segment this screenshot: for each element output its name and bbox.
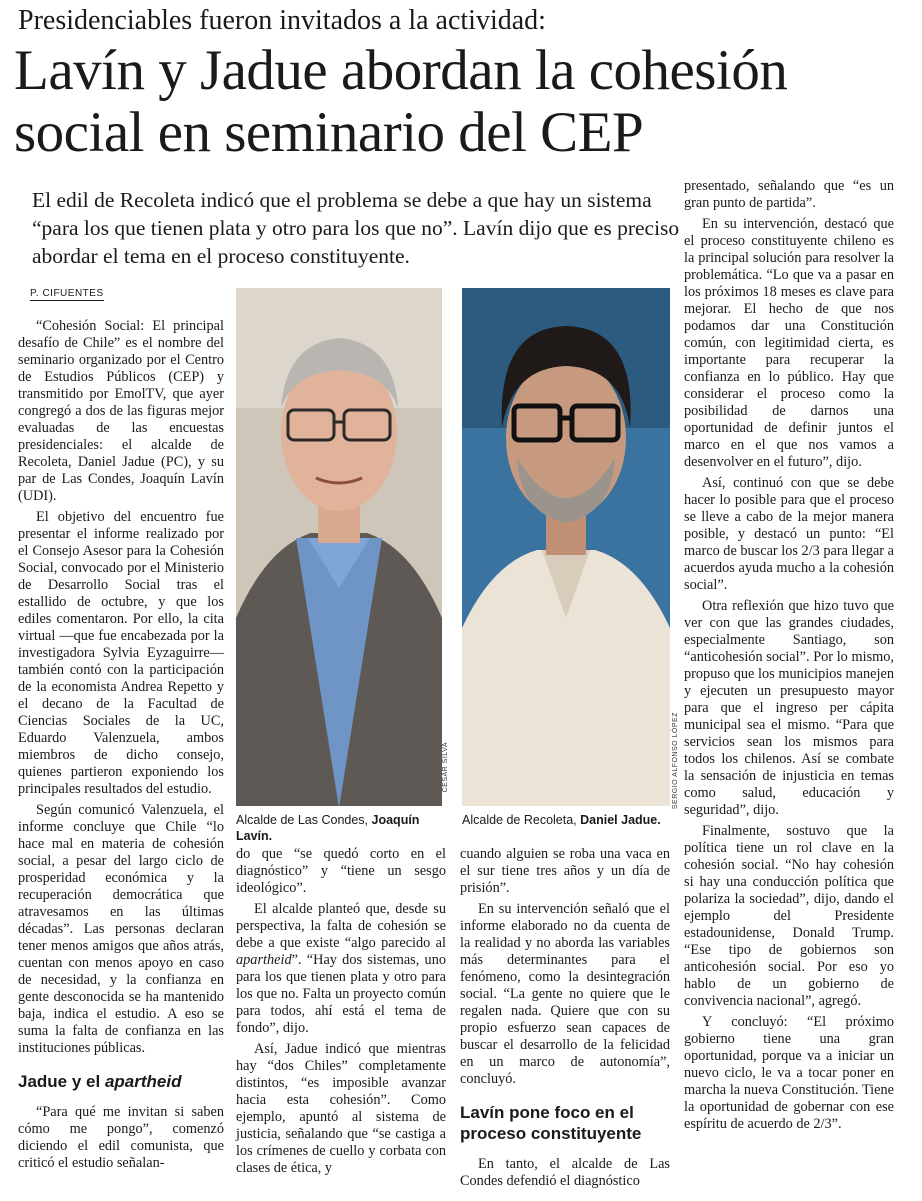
paragraph: Y concluyó: “El próximo gobierno tiene una gran oportunidad, porque va a iniciar un nuevo ciclo, le va a tocar poner en marcha la nueva Constitución. Tiene la oportunidad de gobernar con ese espíritu de acuerdo de 2/3”. (684, 1014, 894, 1132)
subhead-text: Jadue y el (18, 1072, 105, 1091)
caption-name: Joaquín Lavín. (236, 813, 420, 843)
byline: P. CIFUENTES (30, 288, 104, 299)
column-2 (236, 846, 446, 1181)
caption-jadue (462, 812, 672, 828)
paragraph: presentado, señalando que “es un gran punto de partida”. (684, 178, 894, 211)
caption-text: Alcalde de Las Condes, (236, 813, 372, 827)
column-3 (460, 846, 670, 1194)
portrait-lavin-illustration (236, 288, 442, 806)
headline-line-1: Lavín y Jadue abordan la cohesión (14, 39, 788, 102)
column-1 (18, 318, 224, 1176)
deck: El edil de Recoleta indicó que el problema se debe a que hay un sistema “para los que tienen plata y otro para los que no”. Lavín dijo que es preciso abordar el tema en el proceso constituyente. (32, 188, 680, 268)
paragraph-text: ”. “Hay dos sistemas, uno para los que tienen plata y otro para los que no. Falta un proyecto común para todos, ahí está el tema de fondo”, dijo. (236, 952, 446, 1036)
kicker: Presidenciables fueron invitados a la actividad: (18, 5, 546, 36)
paragraph: En tanto, el alcalde de Las Condes defendió el diagnóstico (460, 1156, 670, 1189)
paragraph: Así, Jadue indicó que mientras hay “dos Chiles” completamente distintos, “es imposible avanzar hacia esta cohesión”. Como ejemplo, apuntó al sistema de justicia, señalando que “se castiga a los crímenes de cuello y corbata con clases de ética, y (236, 1041, 446, 1176)
paragraph: En su intervención señaló que el informe elaborado no da cuenta de la realidad y no aborda las variables más determinantes para el fenómeno, como la desintegración social. “La gente no quiere que le regalen nada. Quiere que con su propio esfuerzo sean capaces de buscar el desarrollo de la felicidad en un marco de autonomía”, concluyó. (460, 901, 670, 1087)
subhead-jadue (18, 1071, 224, 1092)
caption-text: Alcalde de Recoleta, (462, 813, 581, 827)
photo-credit-jadue: SERGIO ALFONSO LÓPEZ (672, 712, 679, 810)
paragraph: “Para qué me invitan si saben cómo me pongo”, comenzó diciendo el edil comunista, que criticó el estudio señalan- (18, 1104, 224, 1171)
photo-jadue (462, 288, 670, 806)
paragraph: do que “se quedó corto en el diagnóstico” y “tiene un sesgo ideológico”. (236, 846, 446, 896)
paragraph: Finalmente, sostuvo que la política tiene un rol clave en la cohesión social. “No hay cohesión si hay una conducción política que polariza la sociedad”, dijo, dando el ejemplo del Presidente estadounidense, Donald Trump. “Ese tipo de gobiernos son anticohesión social. Por eso yo hablo de un gobierno de convivencia nacional”, agregó. (684, 823, 894, 1009)
photo-lavin (236, 288, 442, 806)
paragraph: “Cohesión Social: El principal desafío de Chile” es el nombre del seminario organizado por el Centro de Estudios Públicos (CEP) y transmitido por EmolTV, que ayer congregó a dos de las figuras mejor evaluadas de las encuestas presidenciales: el alcalde de Recoleta, Daniel Jadue (PC), y su par de Las Condes, Joaquín Lavín (UDI). (18, 318, 224, 504)
paragraph: Así, continuó con que se debe hacer lo posible para que el proceso se lleve a cabo de la mejor manera posible, y destacó un punto: “El marco de buscar los 2/3 para llegar a acuerdos ayuda mucho a la cohesión social”. (684, 475, 894, 593)
subhead-emphasis: apartheid (104, 1072, 182, 1091)
subhead-lavin: Lavín pone foco en el proceso constituyente (460, 1103, 642, 1143)
paragraph: Otra reflexión que hizo tuvo que ver con que las grandes ciudades, especialmente Santiago, son “anticohesión social”. Por lo mismo, propuso que los municipios manejen y ejecuten un presupuesto mayor para que el ingreso per cápita municipal sea el mismo. “Para que servicios sean los mismos para todos los chilenos. Así se combate la sensación de injusticia en temas como salud, educación y seguridad”, dijo. (684, 598, 894, 818)
paragraph (236, 901, 446, 1037)
paragraph: En su intervención, destacó que el proceso constituyente chileno es la principal solución para resolver la problemática. “Lo que va a pasar en los próximos 18 meses es clave para mejorar. El hecho de que nos podamos dar una Constitución común, con legitimidad cierta, es importante para recuperar la confianza en lo público. Hay que considerar el proceso como la posibilidad de darnos una oportunidad de definir juntos el marco en el que nos vamos a desenvolver en el futuro”, dijo. (684, 216, 894, 470)
photo-credit-lavin: CÉSAR SILVA (442, 742, 449, 793)
paragraph: El objetivo del encuentro fue presentar el informe realizado por el Consejo Asesor para la Cohesión Social, convocado por el Ministerio de Desarrollo Social tras el estallido de octubre, y que los ediles comentaron. Por ello, la cita virtual —que fue encabezada por la investigadora Sylvia Eyzaguirre— también contó con la participación de la economista Andrea Repetto y el decano de la Facultad de Ciencias Sociales de la UC, Eduardo Valenzuela, ambos miembros de dicho consejo, quienes partieron exponiendo los principales resultados del estudio. (18, 509, 224, 797)
caption-name: Daniel Jadue. (580, 813, 661, 827)
paragraph: cuando alguien se roba una vaca en el sur tiene tres años y un día de prisión”. (460, 846, 670, 896)
paragraph: Según comunicó Valenzuela, el informe concluye que Chile “lo hace mal en materia de cohesión social, a pesar del largo ciclo de prosperidad económica y la recuperación democrática que atravesamos en las últimas décadas”. Las personas declaran tener menos amigos que años atrás, cuentan con menos apoyo en caso de necesidad, y la confianza en gente desconocida se ha mantenido baja, indica el estudio. A eso se suma la falta de confianza en las instituciones públicas. (18, 802, 224, 1056)
column-4 (684, 178, 894, 1137)
headline (14, 40, 914, 164)
paragraph-text: El alcalde planteó que, desde su perspectiva, la falta de cohesión se debe a que existe “algo parecido al (236, 901, 446, 951)
paragraph-emphasis: apartheid (236, 952, 292, 968)
portrait-jadue-illustration (462, 288, 670, 806)
caption-lavin (236, 812, 446, 844)
headline-line-2: social en seminario del CEP (14, 101, 644, 164)
